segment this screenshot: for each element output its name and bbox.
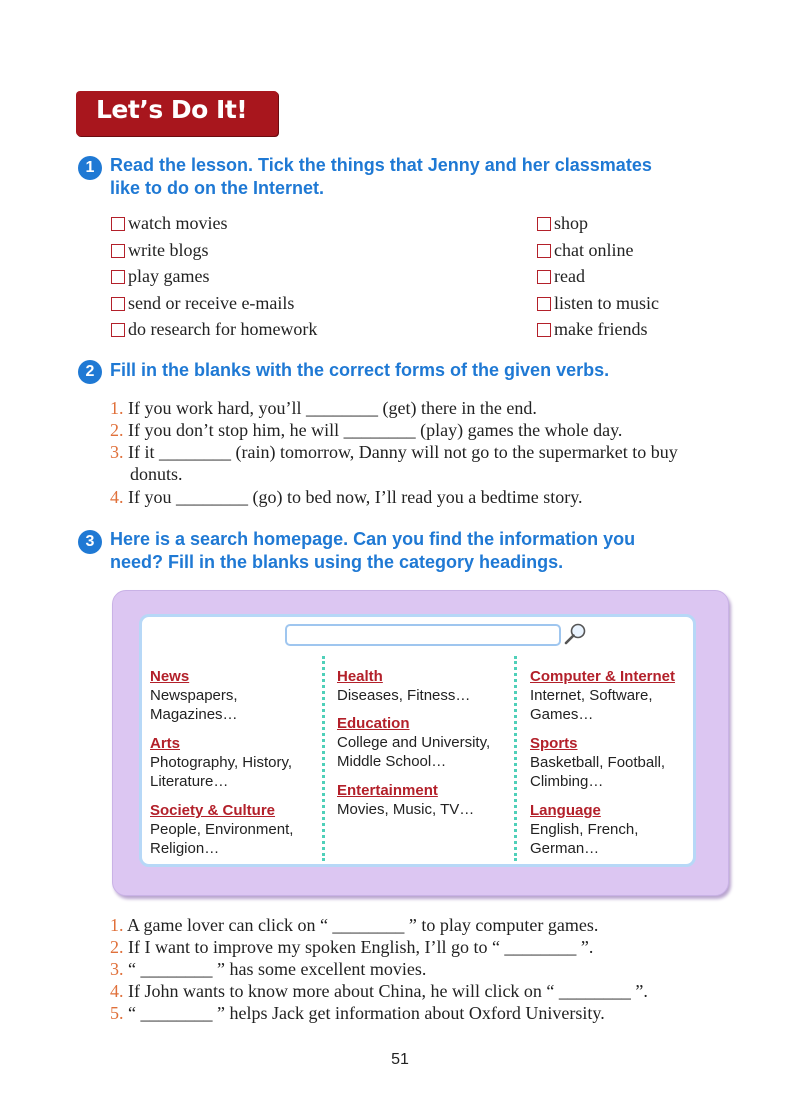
checkbox-item[interactable]: do research for homework bbox=[111, 316, 317, 342]
category-link[interactable]: Education bbox=[337, 715, 410, 732]
exercise-item: 3. If it ________ (rain) tomorrow, Danny will not go to the supermarket to buy donuts. bbox=[110, 442, 678, 484]
category-link[interactable]: Entertainment bbox=[337, 782, 438, 799]
checkbox-item[interactable]: listen to music bbox=[537, 290, 659, 316]
checkbox-item[interactable]: chat online bbox=[537, 237, 633, 263]
section-banner bbox=[76, 91, 278, 136]
magnifier-icon[interactable] bbox=[563, 621, 589, 647]
category-link[interactable]: Sports bbox=[530, 735, 578, 752]
exercise-item: 3. “ ________ ” has some excellent movies. bbox=[110, 959, 427, 979]
checkbox-item[interactable]: read bbox=[537, 263, 585, 289]
exercise-item: 5. “ ________ ” helps Jack get information about Oxford University. bbox=[110, 1003, 605, 1023]
category-computer-internet[interactable]: Computer & Internet Internet, Software, Games… bbox=[530, 668, 676, 723]
checkbox-icon[interactable] bbox=[537, 270, 551, 284]
exercise-item: 1. If you work hard, you’ll ________ (get) there in the end. bbox=[110, 398, 537, 418]
banner-title: Let’s Do It! bbox=[96, 95, 248, 124]
checkbox-item[interactable]: make friends bbox=[537, 316, 647, 342]
section-1-number-badge: 1 bbox=[78, 156, 102, 180]
category-health[interactable]: Health Diseases, Fitness… bbox=[337, 668, 471, 704]
page-number: 51 bbox=[391, 1051, 409, 1068]
category-entertainment[interactable]: Entertainment Movies, Music, TV… bbox=[337, 782, 475, 818]
category-news[interactable]: News Newspapers, Magazines… bbox=[150, 668, 238, 723]
category-link[interactable]: Language bbox=[530, 802, 601, 819]
category-arts[interactable]: Arts Photography, History, Literature… bbox=[150, 735, 293, 790]
column-divider bbox=[322, 656, 325, 861]
section-2-heading: Fill in the blanks with the correct forms of the given verbs. bbox=[110, 360, 610, 380]
exercise-item: 4. If you ________ (go) to bed now, I’ll read you a bedtime story. bbox=[110, 487, 583, 507]
column-divider bbox=[514, 656, 517, 861]
checkbox-icon[interactable] bbox=[537, 323, 551, 337]
category-link[interactable]: Society & Culture bbox=[150, 802, 276, 819]
category-link[interactable]: Computer & Internet bbox=[530, 668, 676, 685]
search-input[interactable] bbox=[285, 624, 561, 646]
section-2-number-badge: 2 bbox=[78, 360, 102, 384]
exercise-item: 2. If I want to improve my spoken English, I’ll go to “ ________ ”. bbox=[110, 937, 594, 957]
category-language[interactable]: Language English, French, German… bbox=[530, 802, 639, 857]
checkbox-item[interactable]: send or receive e-mails bbox=[111, 290, 294, 316]
category-education[interactable]: Education College and University, Middle School… bbox=[337, 715, 491, 770]
checkbox-icon[interactable] bbox=[537, 297, 551, 311]
category-link[interactable]: Arts bbox=[150, 735, 181, 752]
section-3-heading: Here is a search homepage. Can you find the information you need? Fill in the blanks using the category headings. bbox=[110, 529, 636, 572]
checkbox-icon[interactable] bbox=[537, 244, 551, 258]
checkbox-item[interactable]: shop bbox=[537, 210, 588, 236]
checkbox-icon[interactable] bbox=[111, 323, 125, 337]
checkbox-icon[interactable] bbox=[111, 297, 125, 311]
exercise-item: 1. A game lover can click on “ ________ ” to play computer games. bbox=[110, 915, 599, 935]
exercise-item: 4. If John wants to know more about China, he will click on “ ________ ”. bbox=[110, 981, 648, 1001]
category-link[interactable]: Health bbox=[337, 668, 383, 685]
checkbox-icon[interactable] bbox=[111, 270, 125, 284]
checkbox-item[interactable]: watch movies bbox=[111, 210, 227, 236]
checkbox-icon[interactable] bbox=[537, 217, 551, 231]
checkbox-item[interactable]: play games bbox=[111, 263, 209, 289]
section-1-heading: Read the lesson. Tick the things that Jenny and her classmates like to do on the Internet. bbox=[110, 155, 652, 198]
checkbox-item[interactable]: write blogs bbox=[111, 237, 209, 263]
category-link[interactable]: News bbox=[150, 668, 190, 685]
checkbox-icon[interactable] bbox=[111, 244, 125, 258]
category-sports[interactable]: Sports Basketball, Football, Climbing… bbox=[530, 735, 666, 790]
exercise-item: 2. If you don’t stop him, he will ________ (play) games the whole day. bbox=[110, 420, 623, 440]
checkbox-icon[interactable] bbox=[111, 217, 125, 231]
section-3-number-badge: 3 bbox=[78, 530, 102, 554]
category-society-culture[interactable]: Society & Culture People, Environment, Religion… bbox=[150, 802, 294, 857]
